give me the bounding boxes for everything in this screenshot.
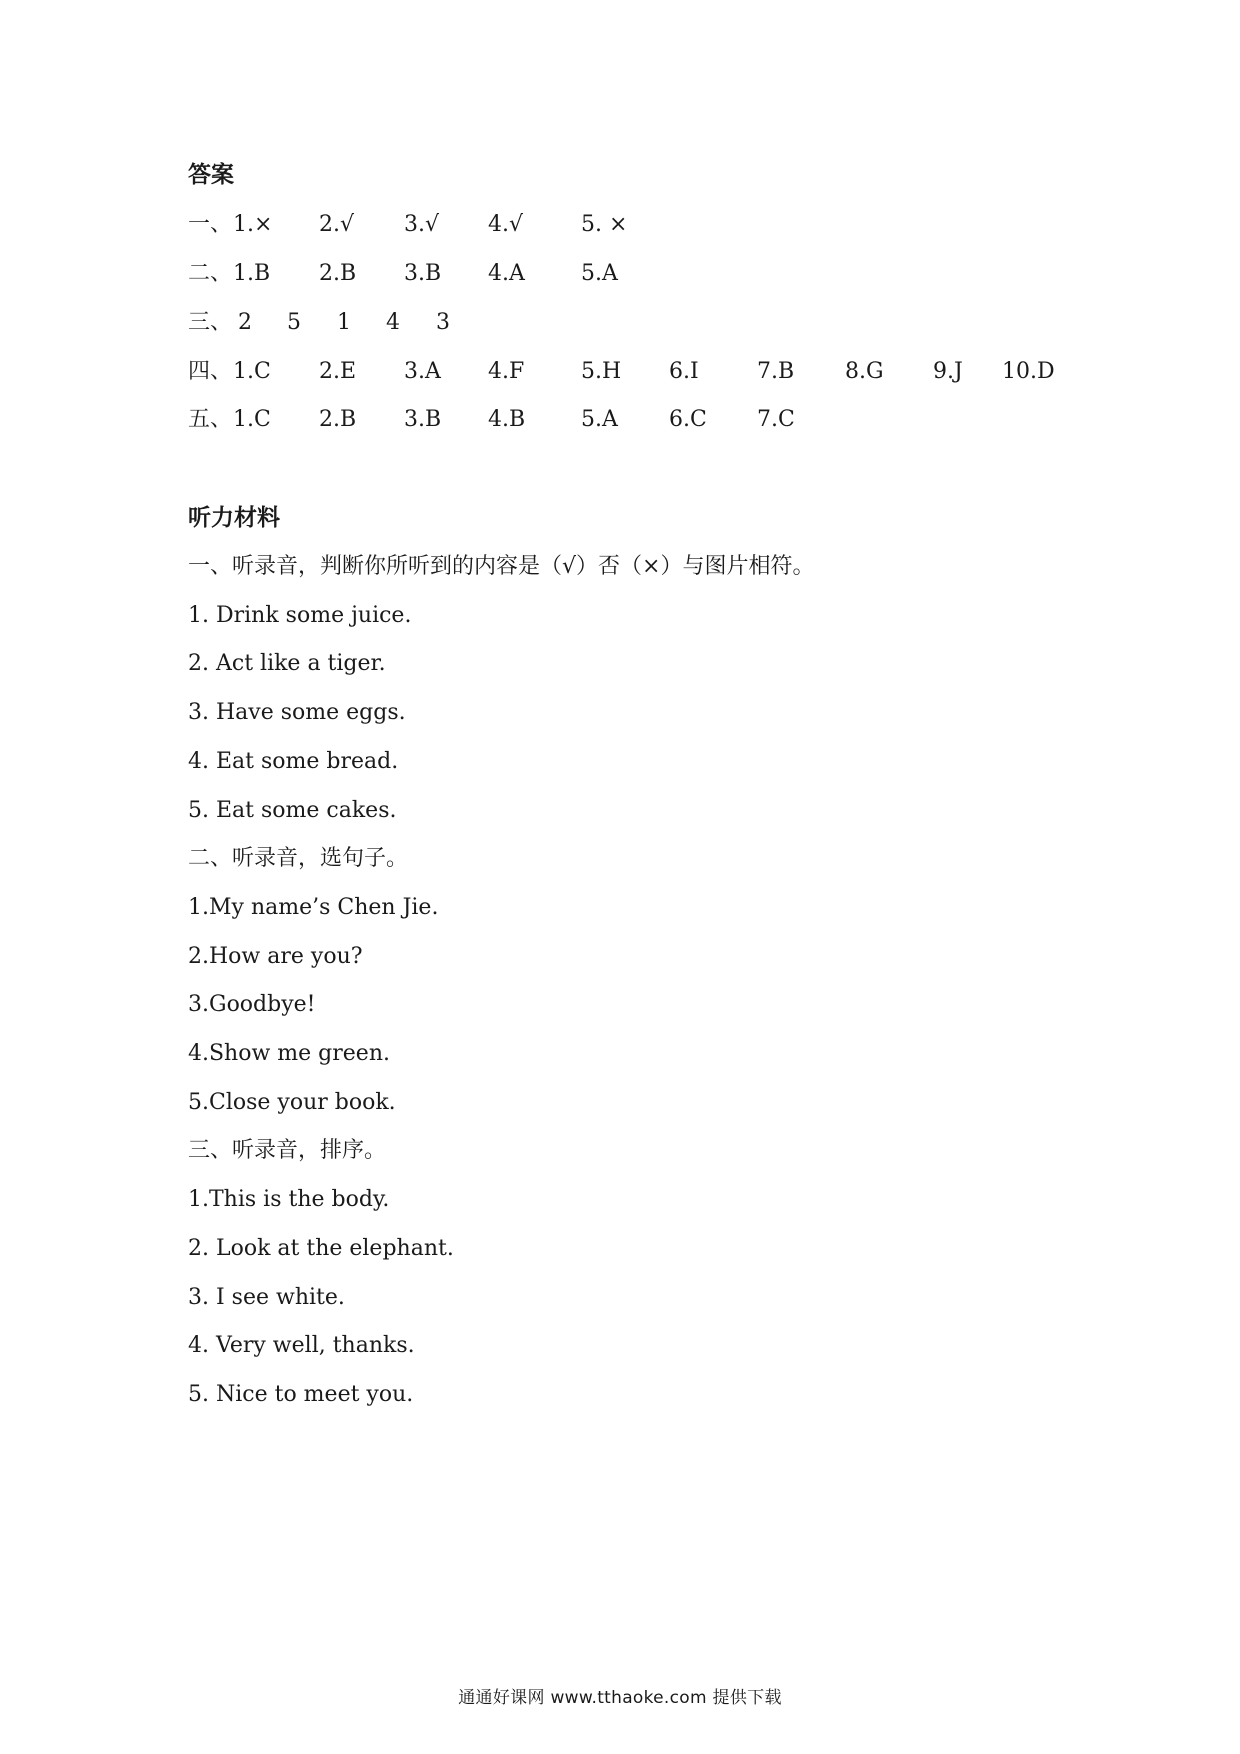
answer-item: 4: [386, 310, 400, 335]
answer-item: 3.B: [404, 261, 442, 286]
answer-item: 1: [337, 310, 351, 335]
listening-line: 三、听录音，排序。: [188, 1138, 387, 1163]
answer-row-prefix: 五、: [188, 407, 233, 432]
answer-item: 1.B: [233, 261, 271, 286]
listening-line: 4. Very well, thanks.: [188, 1333, 415, 1358]
answer-row-prefix: 一、: [188, 212, 233, 237]
answer-item: 4.√: [488, 212, 524, 237]
answer-item: 4.B: [488, 407, 526, 432]
answer-item: 4.F: [488, 359, 525, 384]
listening-line: 一、听录音，判断你所听到的内容是（√）否（×）与图片相符。: [188, 554, 815, 579]
answers-heading: 答案: [188, 162, 234, 188]
answer-item: 9.J: [933, 359, 963, 384]
listening-line: 2. Act like a tiger.: [188, 651, 386, 676]
listening-line: 1.This is the body.: [188, 1187, 390, 1212]
listening-line: 5. Eat some cakes.: [188, 798, 397, 823]
listening-line: 5.Close your book.: [188, 1090, 396, 1115]
listening-line: 3.Goodbye!: [188, 992, 316, 1017]
page-footer: 通通好课网 www.tthaoke.com 提供下载: [458, 1688, 782, 1708]
listening-line: 3. I see white.: [188, 1285, 345, 1310]
listening-line: 3. Have some eggs.: [188, 700, 406, 725]
answer-item: 6.I: [669, 359, 699, 384]
answer-item: 7.C: [757, 407, 795, 432]
listening-line: 4. Eat some bread.: [188, 749, 399, 774]
answer-item: 1.×: [233, 212, 273, 237]
answer-item: 3.√: [404, 212, 440, 237]
answer-item: 2.√: [319, 212, 355, 237]
answer-row-prefix: 二、: [188, 261, 233, 286]
answer-row-prefix: 三、: [188, 310, 233, 335]
answer-item: 3.B: [404, 407, 442, 432]
answer-item: 3.A: [404, 359, 441, 384]
listening-line: 4.Show me green.: [188, 1041, 390, 1066]
listening-line: 2.How are you?: [188, 944, 363, 969]
listening-heading: 听力材料: [188, 505, 280, 531]
answer-item: 6.C: [669, 407, 707, 432]
answer-item: 1.C: [233, 359, 271, 384]
listening-line: 1. Drink some juice.: [188, 603, 412, 628]
answer-item: 7.B: [757, 359, 795, 384]
answer-item: 5.A: [581, 407, 618, 432]
answer-item: 2.B: [319, 261, 357, 286]
answer-item: 2: [238, 310, 252, 335]
answer-item: 5: [287, 310, 301, 335]
answer-row-prefix: 四、: [188, 359, 233, 384]
answer-item: 3: [436, 310, 450, 335]
listening-line: 二、听录音，选句子。: [188, 846, 409, 871]
answer-item: 8.G: [845, 359, 884, 384]
listening-line: 2. Look at the elephant.: [188, 1236, 454, 1261]
listening-line: 1.My name’s Chen Jie.: [188, 895, 439, 920]
answer-item: 2.B: [319, 407, 357, 432]
answer-item: 4.A: [488, 261, 525, 286]
answer-item: 10.D: [1002, 359, 1055, 384]
answer-item: 5.H: [581, 359, 622, 384]
listening-line: 5. Nice to meet you.: [188, 1382, 414, 1407]
answer-item: 2.E: [319, 359, 357, 384]
answer-item: 5.A: [581, 261, 618, 286]
answer-item: 1.C: [233, 407, 271, 432]
answer-item: 5. ×: [581, 212, 628, 237]
